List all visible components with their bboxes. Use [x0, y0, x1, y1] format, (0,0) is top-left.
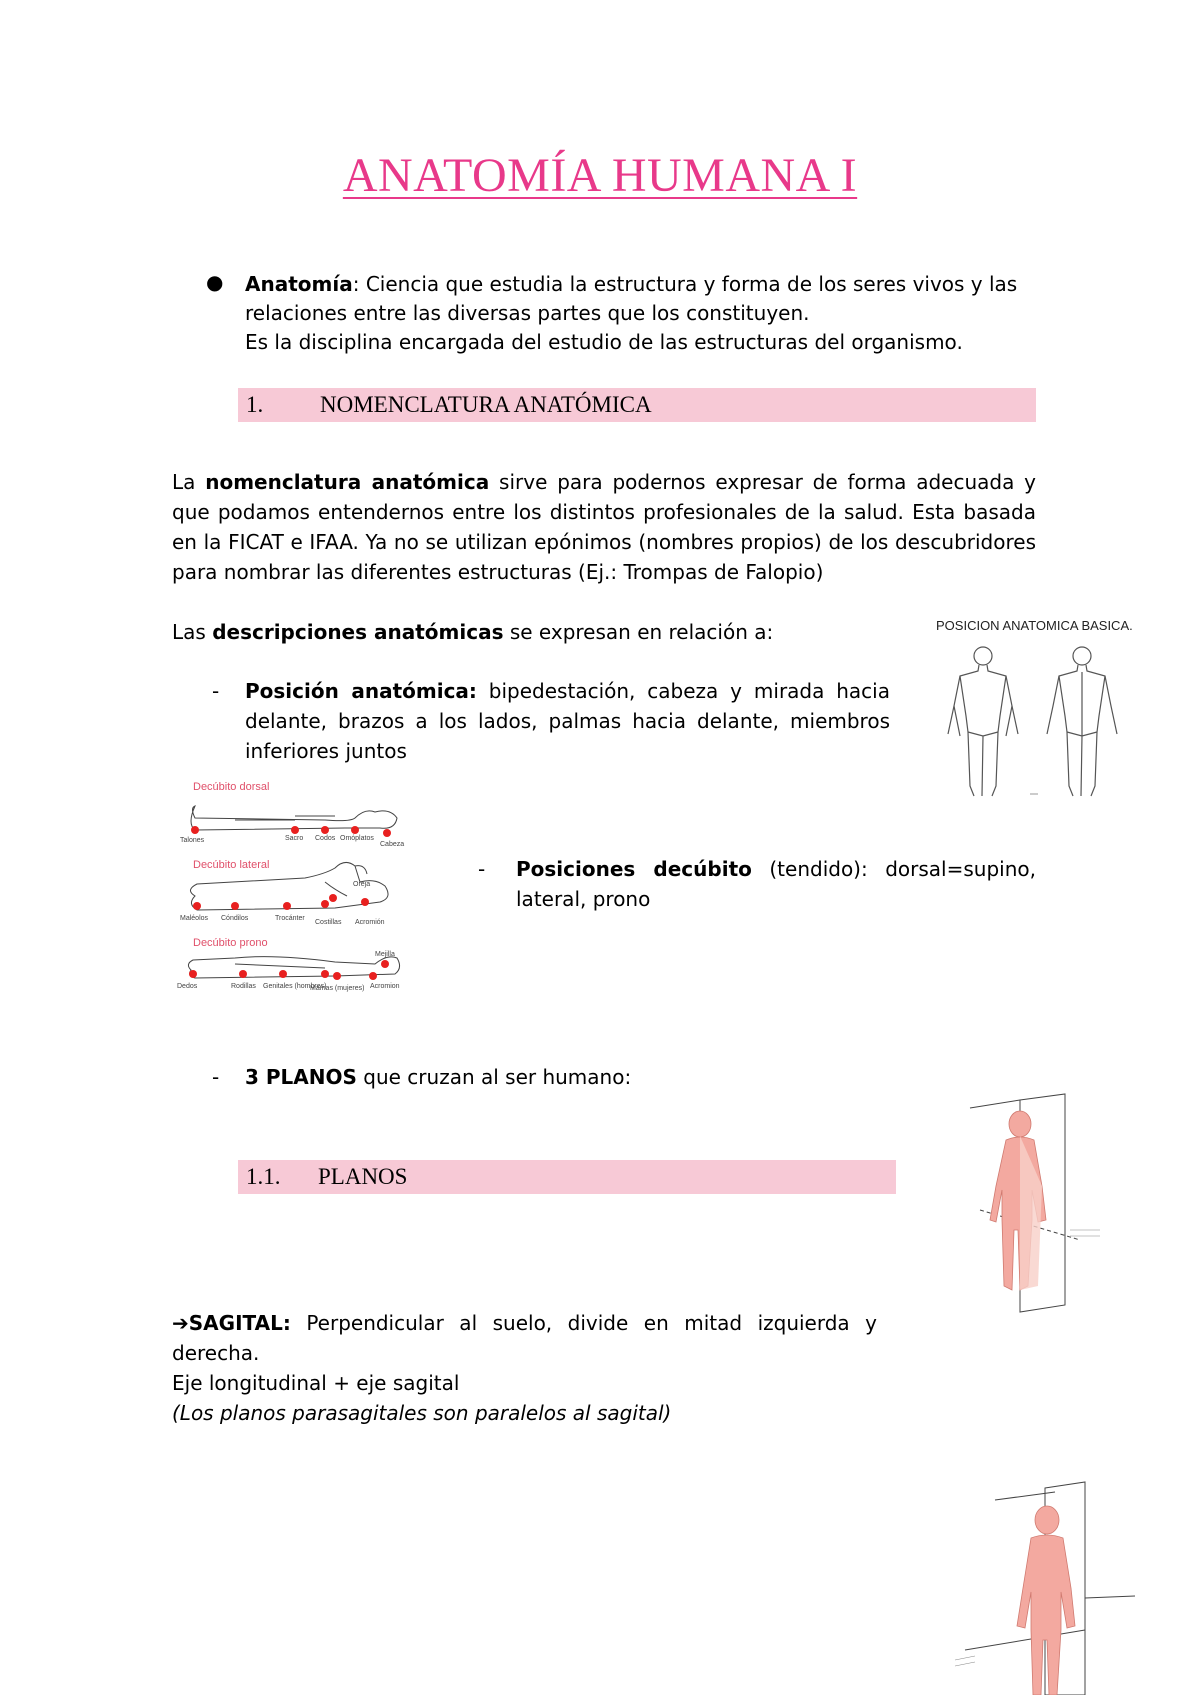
point-label: Oreja — [353, 881, 371, 888]
page-title: ANATOMÍA HUMANA I — [342, 149, 858, 202]
pressure-point — [351, 826, 359, 834]
point-label: Mejilla — [375, 951, 395, 958]
decubito-dorsal-label: Decúbito dorsal — [193, 781, 270, 793]
pressure-point — [381, 960, 389, 968]
decubito-prono-label: Decúbito prono — [193, 937, 268, 949]
pressure-point — [333, 972, 341, 980]
point-label: Omóplatos — [340, 835, 374, 842]
pressure-point — [321, 970, 329, 978]
pressure-point — [321, 826, 329, 834]
point-label: Talones — [180, 837, 205, 844]
text-run: se expresan en relación a: — [503, 620, 774, 644]
text-run: bipedestación, cabeza y mirada hacia delante, brazos a los lados, palmas hacia delante, miembros inferiores juntos — [245, 679, 890, 763]
point-label: Codos — [315, 835, 336, 842]
point-label: Cabeza — [380, 841, 405, 848]
point-label: Sacro — [285, 835, 304, 842]
anatomical-figures-illustration — [930, 636, 1150, 806]
section-heading-1-1 — [238, 1160, 896, 1194]
sagittal-plane-illustration — [960, 1090, 1110, 1320]
point-label: Cóndilos — [221, 915, 249, 922]
pressure-point — [279, 970, 287, 978]
sagital-note — [172, 1398, 877, 1428]
section-title: PLANOS — [318, 1164, 408, 1189]
bullet-dot: ● — [206, 270, 224, 294]
anatomia-def-text: : Ciencia que estudia la estructura y forma de los seres vivos y las — [352, 272, 1018, 296]
pressure-point — [383, 829, 391, 837]
section-number: 1. — [246, 392, 264, 417]
point-label: Maléolos — [180, 915, 209, 922]
figure-posicion-anatomica — [930, 616, 1150, 796]
figure-sagittal-plane — [960, 1090, 1110, 1320]
posiciones-decubito-text — [516, 854, 1036, 914]
prono-figure — [188, 957, 399, 978]
descripciones-line — [172, 617, 812, 647]
text-run: La — [172, 470, 206, 494]
point-label: Trocánter — [275, 915, 305, 922]
point-label: Costillas — [315, 919, 342, 926]
pressure-point — [329, 894, 337, 902]
pressure-point — [291, 826, 299, 834]
decubito-lateral-label: Decúbito lateral — [193, 859, 270, 871]
figure-planes-lower — [935, 1480, 1145, 1695]
planes-lower-illustration — [935, 1480, 1145, 1695]
sagital-description — [172, 1308, 877, 1368]
nomenclatura-paragraph — [172, 467, 1036, 587]
pressure-point — [239, 970, 247, 978]
text-run: (tendido): dorsal=supino, lateral, prono — [516, 857, 1036, 911]
posicion-anatomica-text — [245, 676, 890, 766]
text-run: Perpendicular al suelo, divide en mitad izquierda y derecha. — [172, 1311, 877, 1365]
back-figure — [1047, 647, 1117, 796]
pressure-point — [193, 902, 201, 910]
arrow-icon: ➔ — [172, 1311, 189, 1335]
anatomia-def-line2: relaciones entre las diversas partes que los constituyen — [245, 301, 804, 325]
front-figure — [948, 647, 1018, 796]
pressure-point — [231, 902, 239, 910]
pressure-point — [191, 826, 199, 834]
decubito-term: Posiciones decúbito — [516, 857, 752, 881]
dash-bullet: - — [212, 1065, 220, 1089]
point-label: Genitales (hombres) — [263, 983, 327, 990]
anatomia-term: Anatomía — [245, 272, 353, 296]
anatomia-definition — [245, 270, 1025, 357]
section-title: NOMENCLATURA ANATÓMICA — [320, 392, 652, 417]
text-run: Las — [172, 620, 213, 644]
point-label: Dedos — [177, 983, 198, 990]
text-run: sirve para podernos expresar de forma adecuada y que podamos entendernos entre los distintos profesionales de la salud. Esta basada en la FICAT e IFAA. Ya no se utilizan epónimos (nombres propios) de los descubridores para nombrar las diferentes estructuras (Ej.: Trompas de Falopio) — [172, 470, 1036, 584]
planos-intro-text — [245, 1062, 845, 1092]
dash-bullet: - — [478, 857, 486, 881]
section-heading-1 — [238, 388, 1036, 422]
nomenclatura-term: nomenclatura anatómica — [205, 470, 490, 494]
point-label: Mamas (mujeres) — [310, 985, 365, 992]
point-label: Acromión — [355, 919, 385, 926]
sagital-note-text: (Los planos parasagitales son paralelos al sagital) — [172, 1401, 672, 1425]
figure-caption: POSICION ANATOMICA BASICA. — [936, 618, 1133, 633]
descripciones-term: descripciones anatómicas — [212, 620, 504, 644]
planos-term: 3 PLANOS — [245, 1065, 357, 1089]
anatomia-def-end: . — [803, 301, 810, 325]
section-number: 1.1. — [246, 1164, 281, 1189]
point-label: Acromion — [370, 983, 400, 990]
posicion-term: Posición anatómica: — [245, 679, 477, 703]
point-label: Rodillas — [231, 983, 256, 990]
sagital-eje: Eje longitudinal + eje sagital — [172, 1371, 460, 1395]
decubito-illustration — [175, 778, 425, 993]
pressure-point — [283, 902, 291, 910]
pressure-point — [189, 970, 197, 978]
pressure-point — [361, 898, 369, 906]
text-run: que cruzan al ser humano: — [356, 1065, 632, 1089]
pressure-point — [321, 900, 329, 908]
figure-decubito — [175, 778, 425, 993]
pressure-point — [369, 972, 377, 980]
dash-bullet: - — [212, 679, 220, 703]
anatomia-def-line3: Es la disciplina encargada del estudio de las estructuras del organismo. — [245, 330, 963, 354]
sagital-term: SAGITAL: — [188, 1311, 291, 1335]
